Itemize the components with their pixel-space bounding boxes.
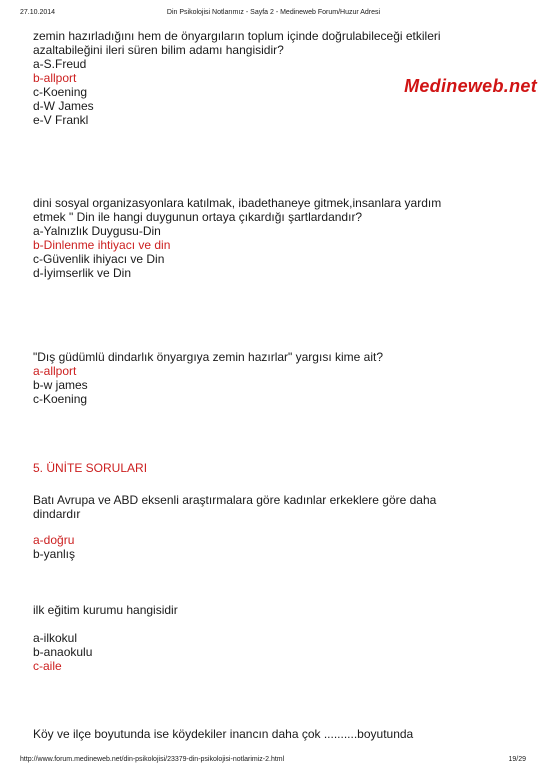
q5-text-line-1: ilk eğitim kurumu hangisidir	[33, 603, 178, 617]
q4-option-b: b-yanlış	[33, 547, 76, 561]
q4-text-line-1: Batı Avrupa ve ABD eksenli araştırmalara göre kadınlar erkeklere göre daha	[33, 493, 437, 507]
q5-option-a: a-ilkokul	[33, 631, 78, 645]
q3-text-line-1: "Dış güdümlü dindarlık önyargıya zemin hazırlar" yargısı kime ait?	[33, 350, 383, 364]
q2-option-b-answer: b-Dinlenme ihtiyacı ve din	[33, 238, 171, 252]
footer-page-number: 19/29	[508, 756, 526, 763]
q2-text-line-1: dini sosyal organizasyonlara katılmak, ibadethaneye gitmek,insanlara yardım	[33, 196, 442, 210]
q5-option-c-answer: c-aile	[33, 659, 62, 673]
q5-option-b: b-anaokulu	[33, 645, 93, 659]
q1-text-line-1: zemin hazırladığını hem de önyargıların toplum içinde doğrulabileceği etkileri	[33, 29, 441, 43]
q6-text-line-1: Köy ve ilçe boyutunda ise köydekiler inancın daha çok ..........boyutunda	[33, 727, 414, 741]
footer-url: http://www.forum.medineweb.net/din-psikolojisi/23379-din-psikolojisi-notlarimiz-2.html	[20, 756, 285, 763]
q1-text-line-2: azaltabileğini ileri süren bilim adamı hangisidir?	[33, 43, 284, 57]
page-header-title: Din Psikolojisi Notlarımız - Sayfa 2 - Medineweb Forum/Huzur Adresi	[166, 9, 381, 16]
q1-option-e: e-V Frankl	[33, 113, 89, 127]
q1-option-b-answer: b-allport	[33, 71, 77, 85]
q2-option-c: c-Güvenlik ihiyacı ve Din	[33, 252, 165, 266]
q1-option-c: c-Koening	[33, 85, 88, 99]
q3-option-a-answer: a-allport	[33, 364, 77, 378]
q4-option-a-answer: a-doğru	[33, 533, 75, 547]
q2-option-a: a-Yalnızlık Duygusu-Din	[33, 224, 161, 238]
q1-option-a: a-S.Freud	[33, 57, 87, 71]
watermark-logo: Medineweb.net	[404, 76, 537, 96]
print-date: 27.10.2014	[20, 9, 56, 16]
q2-option-d: d-İyimserlik ve Din	[33, 266, 132, 280]
q1-option-d: d-W James	[33, 99, 94, 113]
q4-text-line-2: dindardır	[33, 507, 81, 521]
section-title: 5. ÜNİTE SORULARI	[33, 461, 148, 475]
q2-text-line-2: etmek " Din ile hangi duygunun ortaya çıkardığı şartlardandır?	[33, 210, 363, 224]
q3-option-b: b-w james	[33, 378, 88, 392]
q3-option-c: c-Koening	[33, 392, 88, 406]
